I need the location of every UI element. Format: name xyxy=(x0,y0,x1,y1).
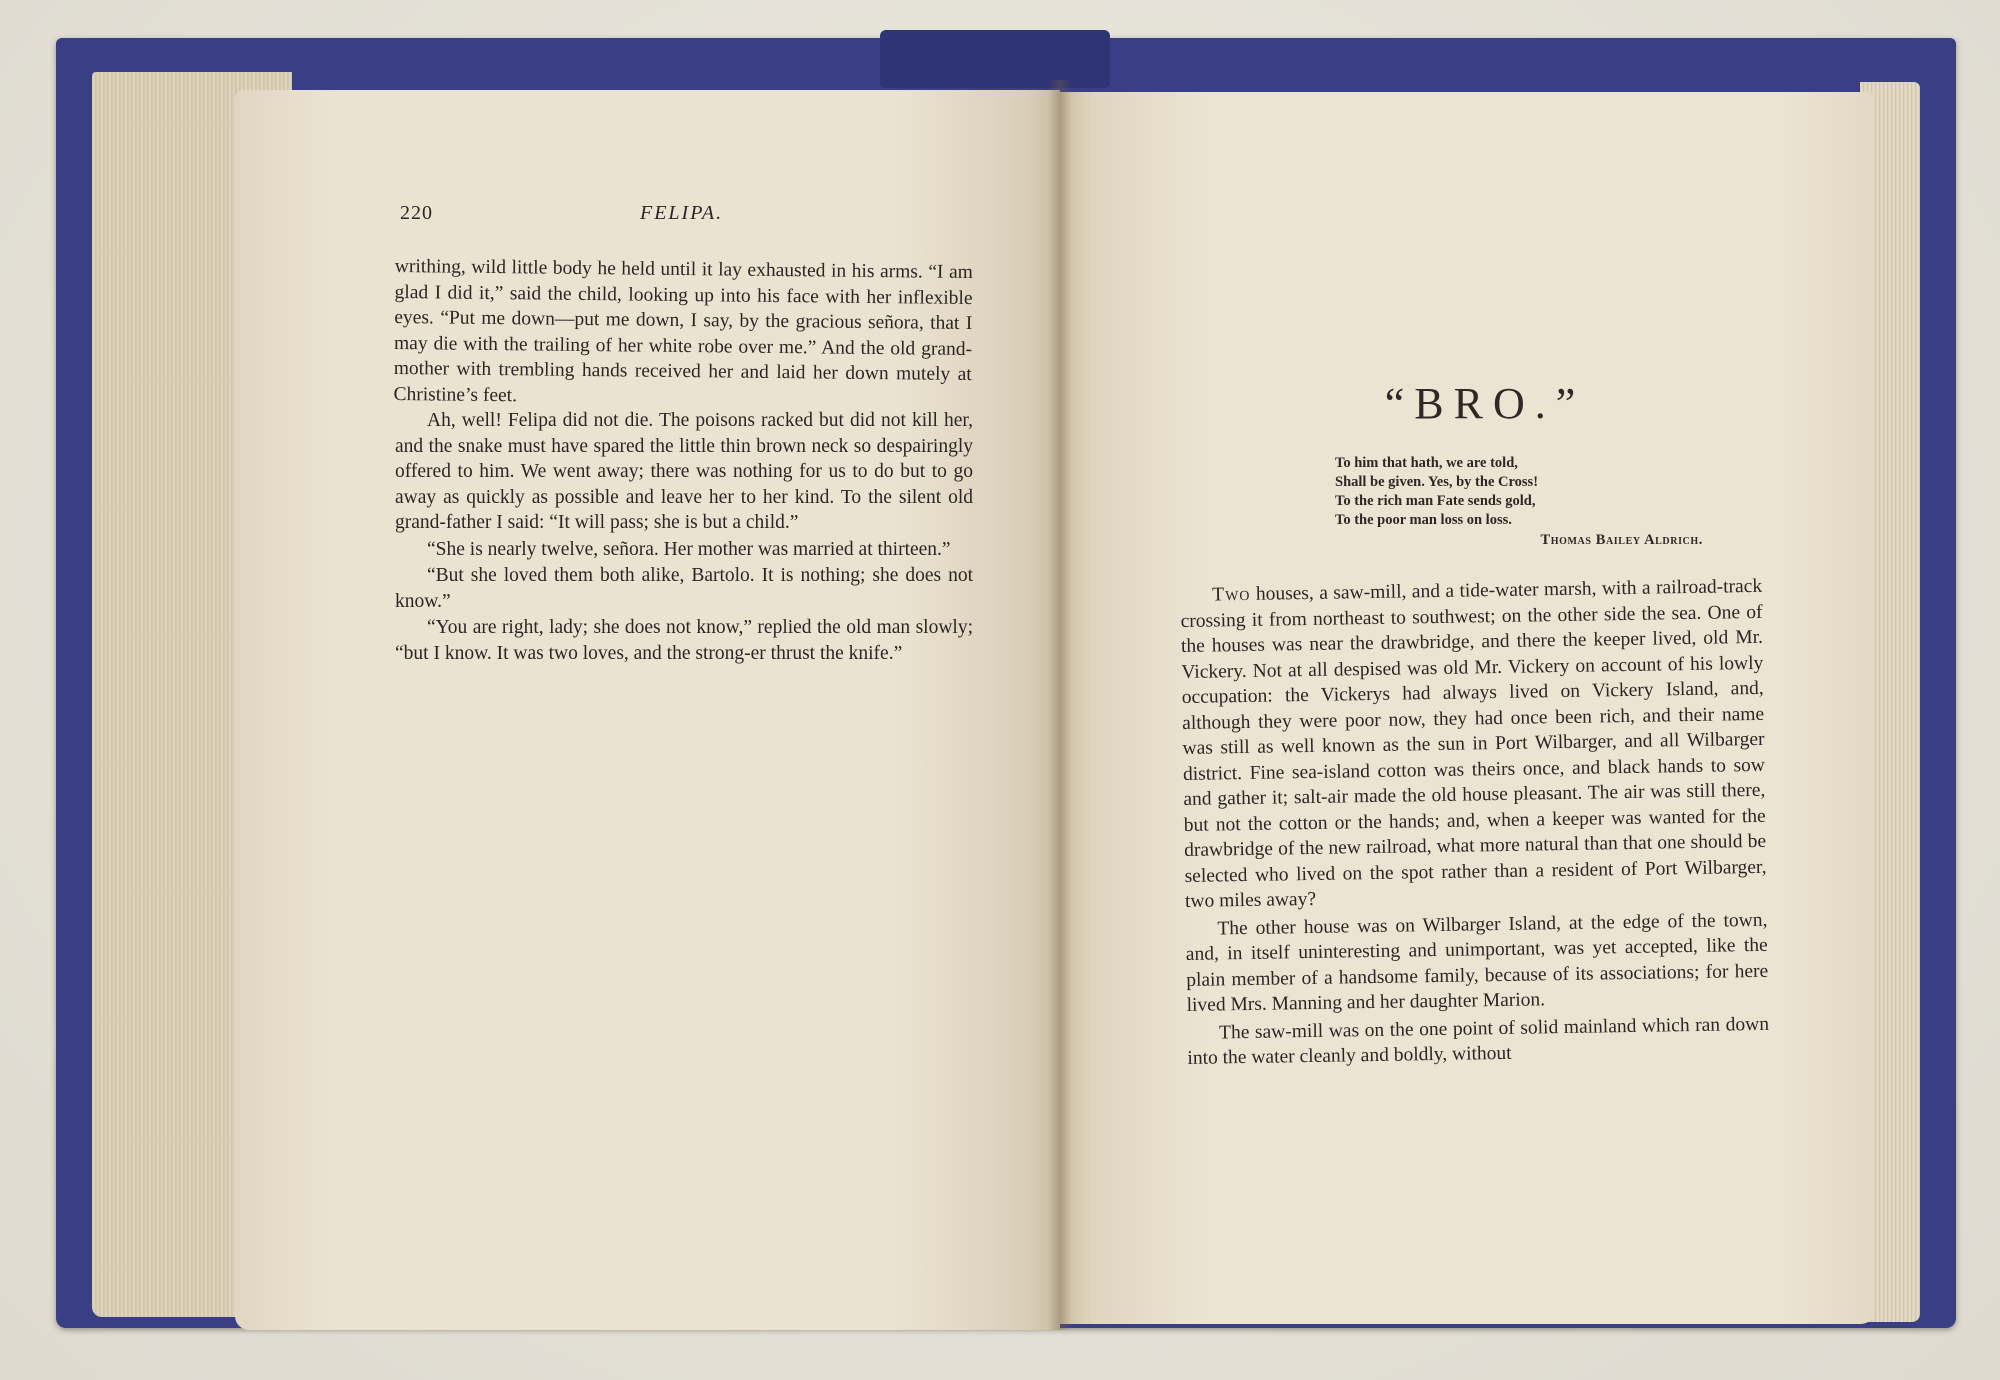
page-number: 220 xyxy=(400,202,433,224)
left-paragraph-2: Ah, well! Felipa did not die. The poisons racked but did not kill her, and the snake must have spared the little thin brown neck so despairingly offered to him. We went away; there was nothing for us to do but to go away as quickly as possible and leave her to her kind. To the silent old grand-father I said: “It will pass; she is but a child.” xyxy=(395,410,973,533)
chapter-title: “BRO.” xyxy=(1384,379,1586,428)
epigraph-line: Shall be given. Yes, by the Cross! xyxy=(1335,474,1539,490)
left-paragraph-4: “But she loved them both alike, Bartolo. It is nothing; she does not know.” xyxy=(395,565,973,612)
epigraph-line: To the poor man loss on loss. xyxy=(1335,512,1512,528)
opening-words: Two xyxy=(1212,583,1251,606)
left-running-head xyxy=(400,202,975,230)
left-paragraph-5: “You are right, lady; she does not know,” replied the old man slowly; “but I know. It was two loves, and the strong-er thrust the knife.” xyxy=(395,617,973,664)
epigraph-line: To the rich man Fate sends gold, xyxy=(1335,493,1536,509)
book-gutter xyxy=(1048,80,1072,1330)
right-paragraph-1-text: houses, a saw-mill, and a tide-water marsh, with a railroad-track crossing it from northeast to southwest; on the other side the sea. One of the houses was near the drawbridge, and there the keeper lived, old Mr. Vickery. Not at all despised was old Mr. Vickery on account of his lowly occupation: the Vickerys had always lived on Vickery Island, and, although they were poor now, they had once been rich, and their name was still as well known as the sun in Port Wilbarger, and all Wilbarger district. Fine sea-island cotton was theirs once, and black hands to sow and gather it; salt-air made the old house pleasant. The air was still there, but not the cotton or the hands; and, when a keeper was wanted for the drawbridge of the new railroad, what more natural than that one should be selected who lived on the spot rather than a resident of Port Wilbarger, two miles away? xyxy=(1180,575,1767,912)
left-paragraph-1: writhing, wild little body he held until it lay exhausted in his arms. “I am glad I did it,” said the child, looking up into his face with her inflexible eyes. “Put me down—put me down, I say, by the gracious señora, that I may die with the trailing of her white robe over me.” And the old grand-mother with trembling hands received her and laid her down mutely at Christine’s feet. xyxy=(393,255,973,406)
book-spine xyxy=(880,30,1110,88)
left-paragraph-3: “She is nearly twelve, señora. Her mother was married at thirteen.” xyxy=(427,538,951,560)
running-title: FELIPA. xyxy=(640,202,724,224)
right-paragraph-2: The other house was on Wilbarger Island, at the edge of the town, and, in itself uninteresting and unimportant, was yet accepted, like the plain member of a handsome family, because of its associations; for here lived Mrs. Manning and her daughter Marion. xyxy=(1185,909,1769,1016)
epigraph-author: Thomas Bailey Aldrich. xyxy=(1540,532,1703,548)
epigraph-line: To him that hath, we are told, xyxy=(1335,455,1518,471)
right-page-text xyxy=(1180,574,1770,1072)
right-paragraph-1 xyxy=(1180,574,1767,915)
right-paragraph-3: The saw-mill was on the one point of solid mainland which ran down into the water cleanly and boldly, without xyxy=(1187,1013,1770,1069)
left-page-text xyxy=(395,254,973,666)
epigraph xyxy=(1335,454,1705,550)
